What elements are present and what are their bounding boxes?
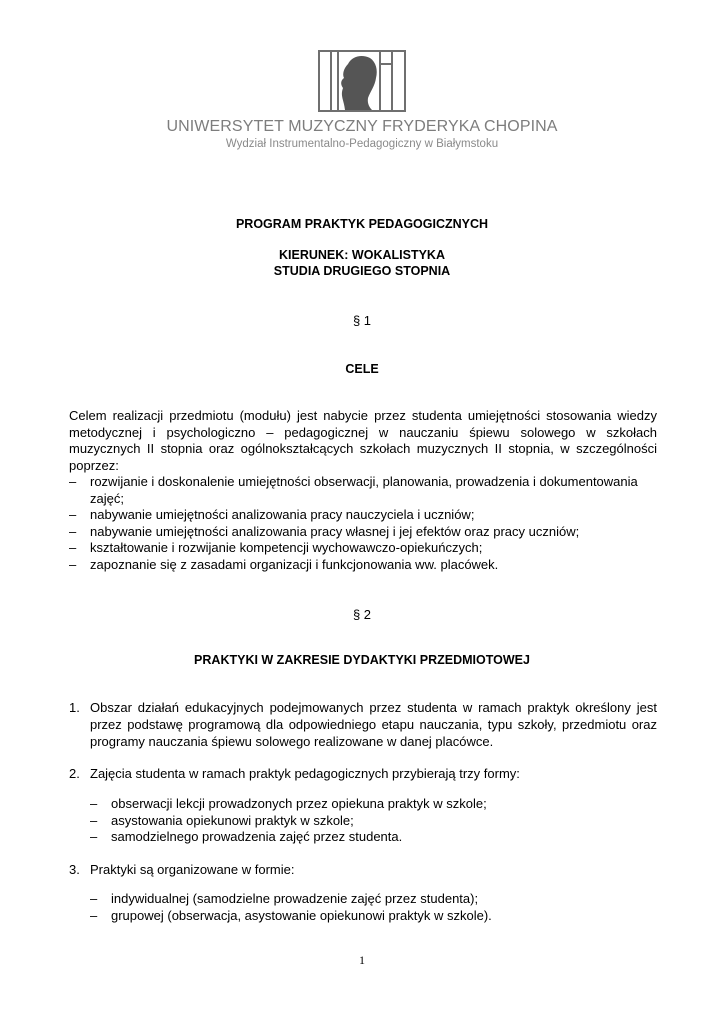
university-logo bbox=[318, 50, 406, 112]
dash-bullet: – bbox=[69, 507, 77, 522]
numbered-item-3 bbox=[69, 861, 657, 878]
section-2-heading: PRAKTYKI W ZAKRESIE DYDAKTYKI PRZEDMIOTOWEJ bbox=[194, 653, 530, 667]
goals-list bbox=[69, 474, 657, 573]
direction-title: KIERUNEK: WOKALISTYKA bbox=[279, 248, 445, 262]
list-item: – samodzielnego prowadzenia zajęć przez studenta. bbox=[90, 829, 403, 844]
intro-line: metodycznej i psychologiczno – pedagogicznej w nauczaniu śpiewu solowego w szkołach bbox=[69, 424, 657, 440]
item-line: przez podstawę programową dla odpowiedniego etapu nauczania, typu szkoły, przedmiotu oraz bbox=[90, 717, 657, 732]
dash-bullet: – bbox=[90, 907, 98, 923]
intro-line: Celem realizacji przedmiotu (modułu) jest nabycie przez studenta umiejętności stosowania wiedzy bbox=[69, 408, 657, 423]
dash-bullet: – bbox=[90, 796, 98, 811]
list-item: – grupowej (obserwacja, asystowanie opiekunowi praktyk w szkole). bbox=[90, 907, 492, 923]
list-item: – zapoznanie się z zasadami organizacji i funkcjonowania ww. placówek. bbox=[69, 556, 499, 572]
list-item: – asystowania opiekunowi praktyk w szkole; bbox=[90, 812, 354, 828]
dash-bullet: – bbox=[90, 812, 98, 828]
dash-bullet: – bbox=[69, 556, 77, 572]
section-1-sign: § 1 bbox=[352, 313, 372, 328]
program-title: PROGRAM PRAKTYK PEDAGOGICZNYCH bbox=[235, 217, 489, 231]
intro-line: poprzez: bbox=[69, 457, 119, 473]
item-number: 1. bbox=[69, 700, 80, 715]
dash-bullet: – bbox=[69, 523, 77, 539]
list-item: – rozwijanie i doskonalenie umiejętności obserwacji, planowania, prowadzenia i dokumentowania zajęć; bbox=[69, 474, 638, 506]
list-item: – nabywanie umiejętności analizowania pracy nauczyciela i uczniów; bbox=[69, 507, 475, 522]
section-2-sign: § 2 bbox=[352, 607, 372, 622]
forms-list bbox=[90, 796, 657, 846]
dash-bullet: – bbox=[90, 829, 98, 844]
list-item: – nabywanie umiejętności analizowania pracy własnej i jej efektów oraz pracy uczniów; bbox=[69, 523, 580, 539]
section-1-heading: CELE bbox=[345, 362, 379, 376]
item-number: 2. bbox=[69, 766, 80, 781]
faculty-name: Wydział Instrumentalno-Pedagogiczny w Białymstoku bbox=[225, 138, 499, 150]
list-item: – obserwacji lekcji prowadzonych przez opiekuna praktyk w szkole; bbox=[90, 796, 487, 811]
dash-bullet: – bbox=[69, 474, 77, 489]
dash-bullet: – bbox=[69, 540, 77, 555]
goals-intro bbox=[69, 408, 657, 474]
intro-line: muzycznych II stopnia oraz ogólnokształcących szkołach muzycznych II stopnia, w szczególności bbox=[69, 441, 657, 456]
item-line: Obszar działań edukacyjnych podejmowanych przez studenta w ramach praktyk określony jest bbox=[90, 700, 657, 715]
organization-forms-list bbox=[90, 891, 657, 924]
list-item: – kształtowanie i rozwijanie kompetencji wychowawczo-opiekuńczych; bbox=[69, 540, 483, 555]
university-name: UNIWERSYTET MUZYCZNY FRYDERYKA CHOPINA bbox=[166, 118, 558, 135]
item-line: programy nauczania śpiewu solowego realizowane w danej placówce. bbox=[90, 734, 494, 749]
page-number: 1 bbox=[359, 953, 365, 967]
numbered-item-2 bbox=[69, 765, 657, 782]
item-text: Zajęcia studenta w ramach praktyk pedagogicznych przybierają trzy formy: bbox=[90, 766, 520, 781]
list-item: – indywidualnej (samodzielne prowadzenie zajęć przez studenta); bbox=[90, 891, 479, 906]
dash-bullet: – bbox=[90, 891, 98, 906]
item-text: Praktyki są organizowane w formie: bbox=[90, 862, 295, 877]
level-title: STUDIA DRUGIEGO STOPNIA bbox=[273, 264, 451, 278]
numbered-item-1 bbox=[69, 699, 657, 750]
item-number: 3. bbox=[69, 862, 80, 877]
